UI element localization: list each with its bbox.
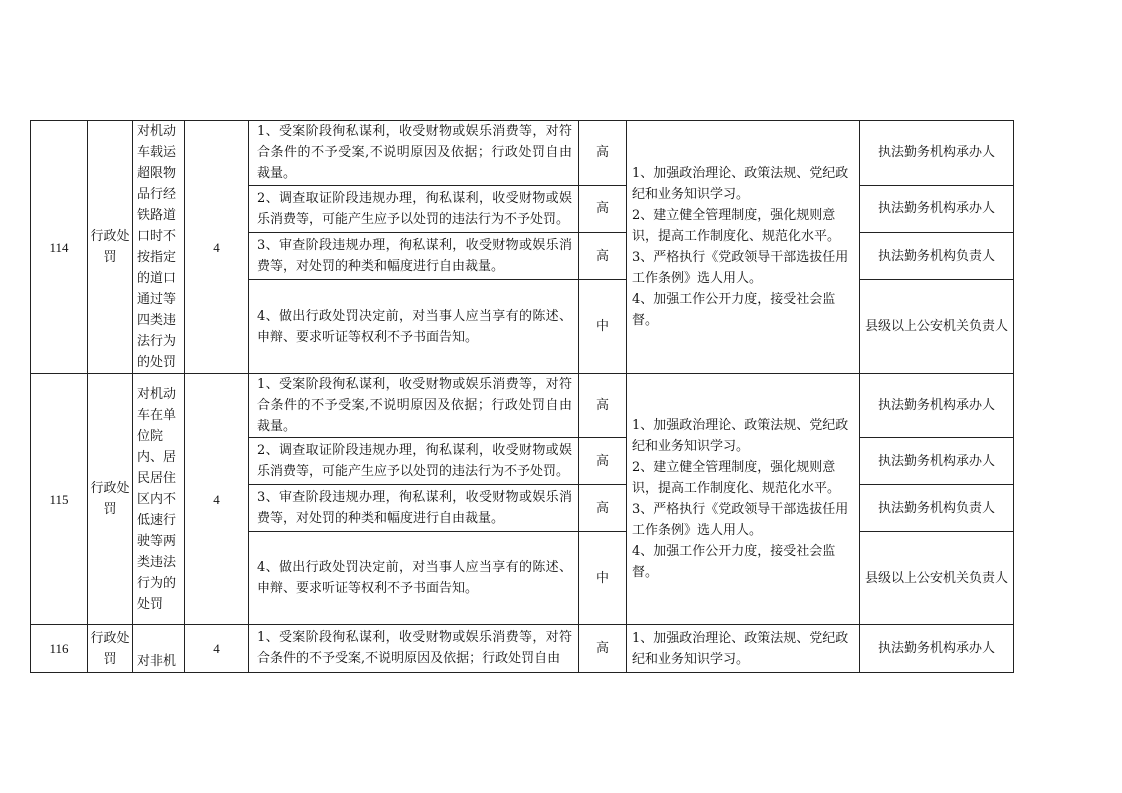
- table-row: [31, 374, 1014, 438]
- responsible-cell: 执法勤务机构负责人: [860, 232, 1014, 279]
- responsible-cell: 县级以上公安机关负责人: [860, 532, 1014, 625]
- prevention-measures-cell: 1、加强政治理论、政策法规、党纪政纪和业务知识学习。 2、建立健全管理制度，强化规则意识，提高工作制度化、规范化水平。 3、严格执行《党政领导干部选拔任用工作条例》选人用人。 4、加强工作公开力度，接受社会监督。: [627, 374, 860, 625]
- risk-point-cell: 3、审查阶段违规办理，徇私谋利，收受财物或娱乐消费等，对处罚的种类和幅度进行自由裁量。: [249, 232, 579, 279]
- risk-level-cell: 中: [579, 280, 627, 374]
- risk-level-cell: 高: [579, 232, 627, 279]
- risk-level-cell: 高: [579, 121, 627, 186]
- risk-point-cell: 4、做出行政处罚决定前，对当事人应当享有的陈述、申辩、要求听证等权利不予书面告知。: [249, 280, 579, 374]
- table-row: [31, 625, 1014, 673]
- responsible-cell: 执法勤务机构承办人: [860, 121, 1014, 186]
- risk-point-cell: 2、调查取证阶段违规办理，徇私谋利，收受财物或娱乐消费等，可能产生应予以处罚的违法行为不予处罚。: [249, 185, 579, 232]
- risk-point-cell: 4、做出行政处罚决定前，对当事人应当享有的陈述、申辩、要求听证等权利不予书面告知。: [249, 532, 579, 625]
- risk-level-cell: 高: [579, 625, 627, 673]
- risk-level-cell: 高: [579, 485, 627, 532]
- responsible-cell: 县级以上公安机关负责人: [860, 280, 1014, 374]
- risk-count-cell: 4: [185, 374, 249, 625]
- category-cell: 行政处罚: [88, 121, 133, 374]
- item-cell: 对非机: [133, 625, 185, 673]
- item-cell: 对机动车载运超限物品行经铁路道口时不按指定的道口通过等四类违法行为的处罚: [133, 121, 185, 374]
- risk-level-cell: 中: [579, 532, 627, 625]
- risk-level-cell: 高: [579, 374, 627, 438]
- table-row: [31, 121, 1014, 186]
- row-number: 114: [31, 121, 88, 374]
- prevention-measures-cell: 1、加强政治理论、政策法规、党纪政纪和业务知识学习。: [627, 625, 860, 673]
- risk-count-cell: 4: [185, 121, 249, 374]
- row-number: 115: [31, 374, 88, 625]
- responsible-cell: 执法勤务机构承办人: [860, 185, 1014, 232]
- item-cell: 对机动车在单位院内、居民居住区内不低速行驶等两类违法行为的处罚: [133, 374, 185, 625]
- category-cell: 行政处罚: [88, 374, 133, 625]
- category-cell: 行政处罚: [88, 625, 133, 673]
- risk-table: [30, 120, 1014, 673]
- risk-point-cell: 3、审查阶段违规办理，徇私谋利，收受财物或娱乐消费等，对处罚的种类和幅度进行自由裁量。: [249, 485, 579, 532]
- prevention-measures-cell: 1、加强政治理论、政策法规、党纪政纪和业务知识学习。 2、建立健全管理制度，强化规则意识，提高工作制度化、规范化水平。 3、严格执行《党政领导干部选拔任用工作条例》选人用人。 4、加强工作公开力度，接受社会监督。: [627, 121, 860, 374]
- risk-point-cell: 1、受案阶段徇私谋利，收受财物或娱乐消费等，对符合条件的不予受案,不说明原因及依据；行政处罚自由裁量。: [249, 374, 579, 438]
- risk-count-cell: 4: [185, 625, 249, 673]
- risk-point-cell-wrapper: [249, 625, 579, 673]
- risk-point-cell: 1、受案阶段徇私谋利，收受财物或娱乐消费等，对符合条件的不予受案,不说明原因及依据；行政处罚自由: [257, 630, 572, 666]
- responsible-cell: 执法勤务机构承办人: [860, 374, 1014, 438]
- responsible-cell: 执法勤务机构负责人: [860, 485, 1014, 532]
- risk-level-cell: 高: [579, 438, 627, 485]
- row-number: 116: [31, 625, 88, 673]
- risk-level-cell: 高: [579, 185, 627, 232]
- responsible-cell: 执法勤务机构承办人: [860, 438, 1014, 485]
- responsible-cell: 执法勤务机构承办人: [860, 625, 1014, 673]
- risk-point-cell: 1、受案阶段徇私谋利，收受财物或娱乐消费等，对符合条件的不予受案,不说明原因及依据；行政处罚自由裁量。: [249, 121, 579, 186]
- risk-point-cell: 2、调查取证阶段违规办理，徇私谋利，收受财物或娱乐消费等，可能产生应予以处罚的违法行为不予处罚。: [249, 438, 579, 485]
